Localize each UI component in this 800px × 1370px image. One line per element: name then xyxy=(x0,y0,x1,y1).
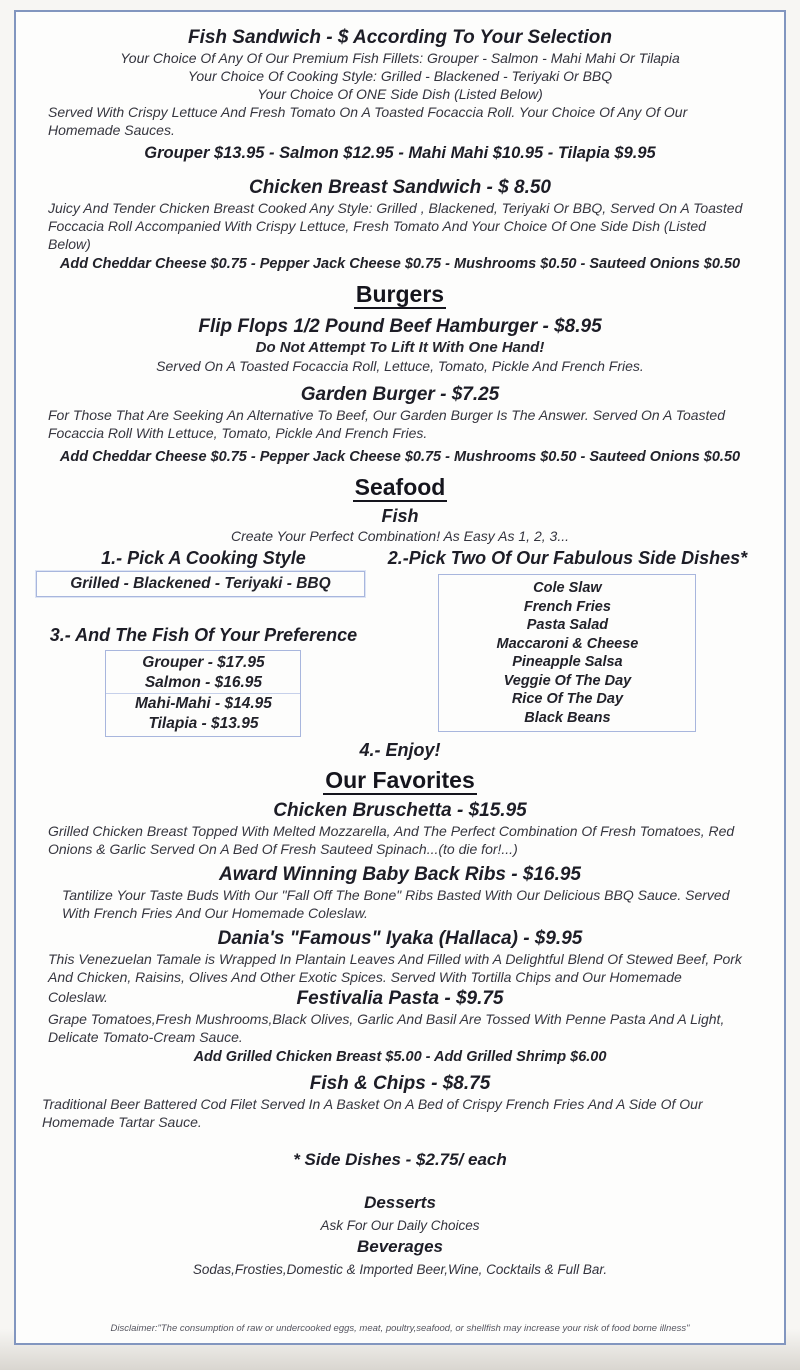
side-dish-item: Pineapple Salsa xyxy=(512,654,623,670)
cooking-styles-box: Grilled - Blackened - Teriyaki - BBQ xyxy=(36,571,365,597)
beverages-heading: Beverages xyxy=(356,1237,443,1256)
chicken-sandwich-title: Chicken Breast Sandwich - $ 8.50 xyxy=(248,177,551,198)
festivalia-pasta-description: Grape Tomatoes,Fresh Mushrooms,Black Olives, Garlic And Basil Are Tossed With Penne Pasta And A Light, Delicate Tomato-Cream Sauce. xyxy=(48,1011,725,1045)
favorites-heading: Our Favorites xyxy=(325,767,475,793)
side-dish-item: Veggie Of The Day xyxy=(503,672,632,689)
side-dishes-price-note: * Side Dishes - $2.75/ each xyxy=(293,1150,507,1169)
flip-flops-burger-subtitle: Do Not Attempt To Lift It With One Hand! xyxy=(255,339,545,356)
side-dish-item: Maccaroni & Cheese xyxy=(496,635,639,652)
step1-heading: 1.- Pick A Cooking Style xyxy=(101,548,306,568)
baby-back-ribs-title: Award Winning Baby Back Ribs - $16.95 xyxy=(219,864,581,885)
fish-and-chips-description: Traditional Beer Battered Cod Filet Served In A Basket On A Bed of Crispy French Fries And A Side Of Our Homemade Tartar Sauce. xyxy=(42,1096,703,1130)
menu-page xyxy=(14,10,786,1345)
chicken-bruschetta-description: Grilled Chicken Breast Topped With Melted Mozzarella, And The Perfect Combination Of Fresh Tomatoes, Red Onions & Garlic Served On A Bed Of Fresh Sauteed Spinach...(to die for!...) xyxy=(48,823,735,857)
side-dish-item: French Fries xyxy=(523,598,611,615)
fish-sandwich-line1: Your Choice Of Any Of Our Premium Fish Fillets: Grouper - Salmon - Mahi Mahi Or Tilapia xyxy=(120,50,680,66)
fish-subheading: Fish xyxy=(381,506,419,526)
fish-price-item: Tilapia - $13.95 xyxy=(148,715,259,732)
fish-price-item: Salmon - $16.95 xyxy=(144,674,263,691)
disclaimer-text: Disclaimer:"The consumption of raw or undercooked eggs, meat, poultry,seafood, or shellfish may increase your risk of food borne illness" xyxy=(110,1323,690,1334)
fish-price-item: Mahi-Mahi - $14.95 xyxy=(106,693,300,714)
fish-sandwich-line2: Your Choice Of Cooking Style: Grilled - Blackened - Teriyaki Or BBQ xyxy=(187,68,613,84)
flip-flops-burger-title: Flip Flops 1/2 Pound Beef Hamburger - $8.95 xyxy=(198,316,602,337)
fish-and-chips-title: Fish & Chips - $8.75 xyxy=(309,1073,491,1094)
chicken-bruschetta-title: Chicken Bruschetta - $15.95 xyxy=(273,800,527,821)
desserts-note: Ask For Our Daily Choices xyxy=(320,1218,480,1233)
fish-sandwich-description: Served With Crispy Lettuce And Fresh Tomato On A Toasted Focaccia Roll. Your Choice Of Any Of Our Homemade Sauces. xyxy=(48,104,688,138)
festivalia-pasta-addons: Add Grilled Chicken Breast $5.00 - Add Grilled Shrimp $6.00 xyxy=(193,1049,607,1065)
garden-burger-title: Garden Burger - $7.25 xyxy=(300,384,500,405)
seafood-right-column xyxy=(371,547,764,737)
fish-prices-box xyxy=(105,650,301,737)
step2-heading: 2.-Pick Two Of Our Fabulous Side Dishes* xyxy=(387,548,748,568)
favorites-section xyxy=(36,768,764,1131)
fish-sandwich-line3: Your Choice Of ONE Side Dish (Listed Below) xyxy=(257,86,543,102)
seafood-left-column xyxy=(36,547,371,737)
seafood-section xyxy=(36,475,764,762)
seafood-heading: Seafood xyxy=(354,474,446,500)
desserts-heading: Desserts xyxy=(364,1193,436,1212)
iyaka-description: This Venezuelan Tamale is Wrapped In Plantain Leaves And Filled with A Delightful Blend Of Stewed Beef, Pork And Chicken, Raisins, Olives And Other Exotic Spices. Served With Tortilla Chips and Our Homemade xyxy=(48,951,742,985)
side-dish-item: Cole Slaw xyxy=(533,580,602,596)
flip-flops-burger-description: Served On A Toasted Focaccia Roll, Lettuce, Tomato, Pickle And French Fries. xyxy=(156,358,644,374)
side-dish-item: Rice Of The Day xyxy=(511,691,624,707)
side-dish-item: Pasta Salad xyxy=(526,617,609,633)
side-dishes-box xyxy=(438,574,696,732)
chicken-sandwich-description: Juicy And Tender Chicken Breast Cooked Any Style: Grilled , Blackened, Teriyaki Or BBQ, Served On A Toasted Foccacia Roll Accompanied With Crispy Lettuce, Fresh Tomato And Your Choice Of One Side Dish (Listed Below) xyxy=(48,200,743,252)
fish-sandwich-title: Fish Sandwich - $ According To Your Selection xyxy=(187,27,613,48)
iyaka-description-tail: Coleslaw. xyxy=(48,989,108,1005)
garden-burger-description: For Those That Are Seeking An Alternative To Beef, Our Garden Burger Is The Answer. Served On A Toasted Focaccia Roll With Lettuce, Tomato, Pickle And French Fries. xyxy=(48,407,726,441)
seafood-columns xyxy=(36,547,764,737)
step4-heading: 4.- Enjoy! xyxy=(359,740,441,760)
seafood-tagline: Create Your Perfect Combination! As Easy As 1, 2, 3... xyxy=(231,528,569,544)
burgers-heading: Burgers xyxy=(355,281,445,307)
fish-price-item: Grouper - $17.95 xyxy=(142,654,265,671)
burgers-section xyxy=(36,282,764,467)
fish-sandwich-prices: Grouper $13.95 - Salmon $12.95 - Mahi Mahi $10.95 - Tilapia $9.95 xyxy=(144,144,656,162)
chicken-sandwich-addons: Add Cheddar Cheese $0.75 - Pepper Jack Cheese $0.75 - Mushrooms $0.50 - Sauteed Onions $0.50 xyxy=(59,256,741,272)
beverages-note: Sodas,Frosties,Domestic & Imported Beer,Wine, Cocktails & Full Bar. xyxy=(192,1262,608,1277)
iyaka-festivalia-row xyxy=(36,987,764,1010)
chicken-sandwich-section xyxy=(36,176,764,274)
festivalia-pasta-title: Festivalia Pasta - $9.75 xyxy=(296,988,504,1009)
iyaka-title: Dania's "Famous" Iyaka (Hallaca) - $9.95 xyxy=(217,928,583,949)
fish-sandwich-section xyxy=(36,26,764,164)
burgers-addons: Add Cheddar Cheese $0.75 - Pepper Jack Cheese $0.75 - Mushrooms $0.50 - Sauteed Onions $0.50 xyxy=(59,449,741,465)
baby-back-ribs-description: Tantilize Your Taste Buds With Our "Fall Off The Bone" Ribs Basted With Our Delicious BBQ Sauce. Served With French Fries And Our Homemade Coleslaw. xyxy=(62,887,730,921)
side-dish-item: Black Beans xyxy=(524,709,611,726)
step3-heading: 3.- And The Fish Of Your Preference xyxy=(49,625,358,645)
